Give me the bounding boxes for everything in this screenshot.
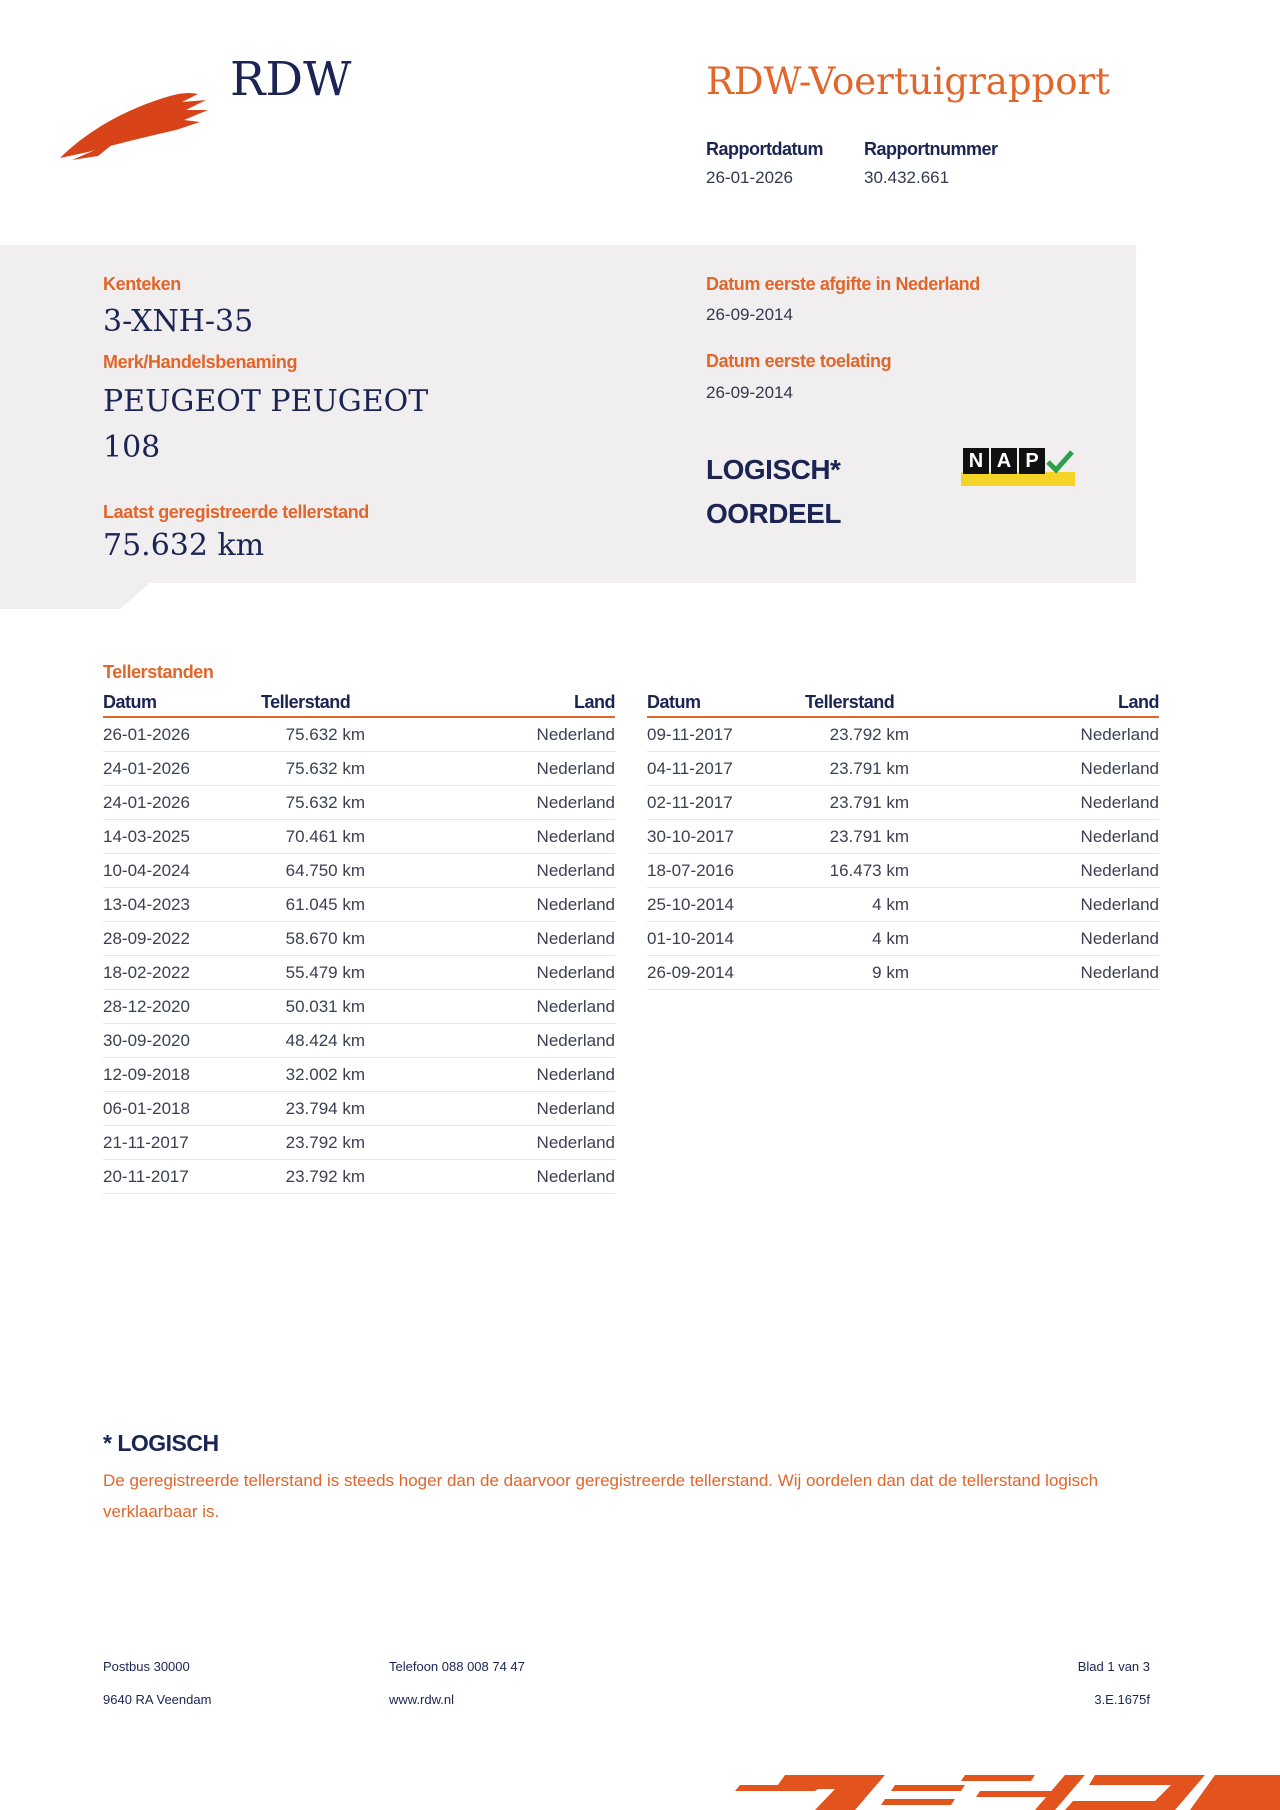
cell-reading: 70.461 km [261, 820, 365, 854]
report-date-label: Rapportdatum [706, 139, 823, 159]
table-row [647, 854, 1159, 888]
cell-country: Nederland [365, 1058, 615, 1092]
verdict-line1: LOGISCH* [706, 454, 841, 485]
table-row [647, 820, 1159, 854]
cell-date: 02-11-2017 [647, 786, 805, 820]
report-number-label: Rapportnummer [864, 139, 998, 159]
cell-reading: 23.791 km [805, 786, 909, 820]
cell-country: Nederland [365, 956, 615, 990]
odometer-table-left [103, 690, 615, 1194]
cell-date: 18-02-2022 [103, 956, 261, 990]
cell-date: 04-11-2017 [647, 752, 805, 786]
cell-reading: 75.632 km [261, 717, 365, 752]
cell-country: Nederland [909, 888, 1159, 922]
cell-country: Nederland [365, 752, 615, 786]
cell-country: Nederland [365, 854, 615, 888]
cell-reading: 4 km [805, 922, 909, 956]
cell-country: Nederland [365, 990, 615, 1024]
cell-country: Nederland [365, 1024, 615, 1058]
table-row [103, 1092, 615, 1126]
table-row [103, 1160, 615, 1194]
cell-date: 12-09-2018 [103, 1058, 261, 1092]
cell-country: Nederland [365, 1160, 615, 1194]
cell-country: Nederland [909, 956, 1159, 990]
verdict-line2: OORDEEL [706, 498, 841, 529]
cell-date: 30-10-2017 [647, 820, 805, 854]
cell-reading: 55.479 km [261, 956, 365, 990]
cell-reading: 23.794 km [261, 1092, 365, 1126]
odometer-label: Laatst geregistreerde tellerstand [103, 502, 369, 522]
cell-date: 26-09-2014 [647, 956, 805, 990]
cell-date: 06-01-2018 [103, 1092, 261, 1126]
plate-label: Kenteken [103, 274, 181, 294]
cell-date: 28-12-2020 [103, 990, 261, 1024]
nap-letter-p: P [1019, 448, 1045, 474]
table-row [103, 717, 615, 752]
table-row [647, 786, 1159, 820]
cell-reading: 48.424 km [261, 1024, 365, 1058]
footer-address-line2: 9640 RA Veendam [103, 1692, 212, 1707]
table-row [103, 1126, 615, 1160]
table-row [103, 922, 615, 956]
footer-phone: Telefoon 088 008 74 47 [389, 1659, 525, 1674]
table-row [647, 888, 1159, 922]
table-row [103, 854, 615, 888]
cell-country: Nederland [909, 922, 1159, 956]
report-number: 30.432.661 [864, 168, 950, 187]
cell-date: 28-09-2022 [103, 922, 261, 956]
cell-country: Nederland [909, 820, 1159, 854]
cell-reading: 23.792 km [261, 1126, 365, 1160]
odometer-value: 75.632 km [103, 528, 265, 563]
nap-letter-a: A [991, 448, 1017, 474]
table-row [103, 786, 615, 820]
cell-date: 20-11-2017 [103, 1160, 261, 1194]
cell-date: 25-10-2014 [647, 888, 805, 922]
table-row [103, 1024, 615, 1058]
cell-reading: 75.632 km [261, 752, 365, 786]
cell-date: 21-11-2017 [103, 1126, 261, 1160]
footer-code: 3.E.1675f [1094, 1692, 1150, 1707]
cell-date: 13-04-2023 [103, 888, 261, 922]
table-row [103, 956, 615, 990]
cell-reading: 23.791 km [805, 820, 909, 854]
col-header-reading: Tellerstand [805, 690, 909, 717]
cell-country: Nederland [365, 717, 615, 752]
col-header-reading: Tellerstand [261, 690, 365, 717]
make-value-line1: PEUGEOT PEUGEOT [103, 384, 429, 419]
col-header-date: Datum [647, 690, 805, 717]
checkmark-icon [1045, 448, 1075, 476]
decorative-stripes-icon [735, 1755, 1280, 1810]
table-row [103, 1058, 615, 1092]
cell-reading: 9 km [805, 956, 909, 990]
first-admission-label: Datum eerste toelating [706, 351, 892, 371]
cell-country: Nederland [365, 922, 615, 956]
legend-title: * LOGISCH [103, 1430, 219, 1456]
table-row [647, 717, 1159, 752]
brand-name: RDW [230, 52, 352, 107]
rdw-logo-icon [58, 80, 218, 162]
cell-reading: 64.750 km [261, 854, 365, 888]
cell-reading: 23.792 km [261, 1160, 365, 1194]
col-header-country: Land [365, 690, 615, 717]
cell-reading: 50.031 km [261, 990, 365, 1024]
table-row [103, 820, 615, 854]
cell-country: Nederland [365, 786, 615, 820]
cell-country: Nederland [365, 1092, 615, 1126]
odometer-table-title: Tellerstanden [103, 662, 214, 682]
cell-date: 24-01-2026 [103, 752, 261, 786]
nap-letter-n: N [963, 448, 989, 474]
cell-date: 01-10-2014 [647, 922, 805, 956]
table-row [103, 888, 615, 922]
footer-address-line1: Postbus 30000 [103, 1659, 190, 1674]
cell-country: Nederland [909, 752, 1159, 786]
first-admission-value: 26-09-2014 [706, 383, 793, 402]
cell-country: Nederland [909, 786, 1159, 820]
odometer-table-right [647, 690, 1159, 990]
table-row [647, 922, 1159, 956]
cell-reading: 23.792 km [805, 717, 909, 752]
cell-reading: 16.473 km [805, 854, 909, 888]
legend-text: De geregistreerde tellerstand is steeds hoger dan de daarvoor geregistreerde tellerstand. Wij oordelen dan dat de tellerstand logisch verklaarbaar is. [103, 1471, 1099, 1521]
make-value-line2: 108 [103, 430, 161, 465]
cell-reading: 58.670 km [261, 922, 365, 956]
first-issue-nl-label: Datum eerste afgifte in Nederland [706, 274, 980, 294]
cell-date: 26-01-2026 [103, 717, 261, 752]
cell-date: 24-01-2026 [103, 786, 261, 820]
cell-date: 09-11-2017 [647, 717, 805, 752]
cell-date: 18-07-2016 [647, 854, 805, 888]
table-row [103, 752, 615, 786]
cell-country: Nederland [909, 717, 1159, 752]
cell-reading: 75.632 km [261, 786, 365, 820]
cell-country: Nederland [365, 1126, 615, 1160]
plate-value: 3-XNH-35 [103, 304, 254, 339]
cell-reading: 4 km [805, 888, 909, 922]
report-title: RDW-Voertuigrapport [706, 60, 1111, 103]
cell-date: 10-04-2024 [103, 854, 261, 888]
cell-reading: 32.002 km [261, 1058, 365, 1092]
footer-page: Blad 1 van 3 [1077, 1659, 1150, 1674]
cell-date: 30-09-2020 [103, 1024, 261, 1058]
make-label: Merk/Handelsbenaming [103, 352, 298, 372]
vehicle-panel-tail [0, 583, 150, 609]
cell-reading: 23.791 km [805, 752, 909, 786]
report-date: 26-01-2026 [706, 168, 793, 187]
cell-date: 14-03-2025 [103, 820, 261, 854]
cell-country: Nederland [365, 820, 615, 854]
table-row [103, 990, 615, 1024]
first-issue-nl-value: 26-09-2014 [706, 305, 793, 324]
footer-website[interactable]: www.rdw.nl [389, 1692, 455, 1707]
cell-reading: 61.045 km [261, 888, 365, 922]
verdict [706, 448, 841, 536]
cell-country: Nederland [909, 854, 1159, 888]
col-header-country: Land [909, 690, 1159, 717]
col-header-date: Datum [103, 690, 261, 717]
nap-badge [961, 448, 1075, 488]
table-row [647, 752, 1159, 786]
cell-country: Nederland [365, 888, 615, 922]
table-row [647, 956, 1159, 990]
